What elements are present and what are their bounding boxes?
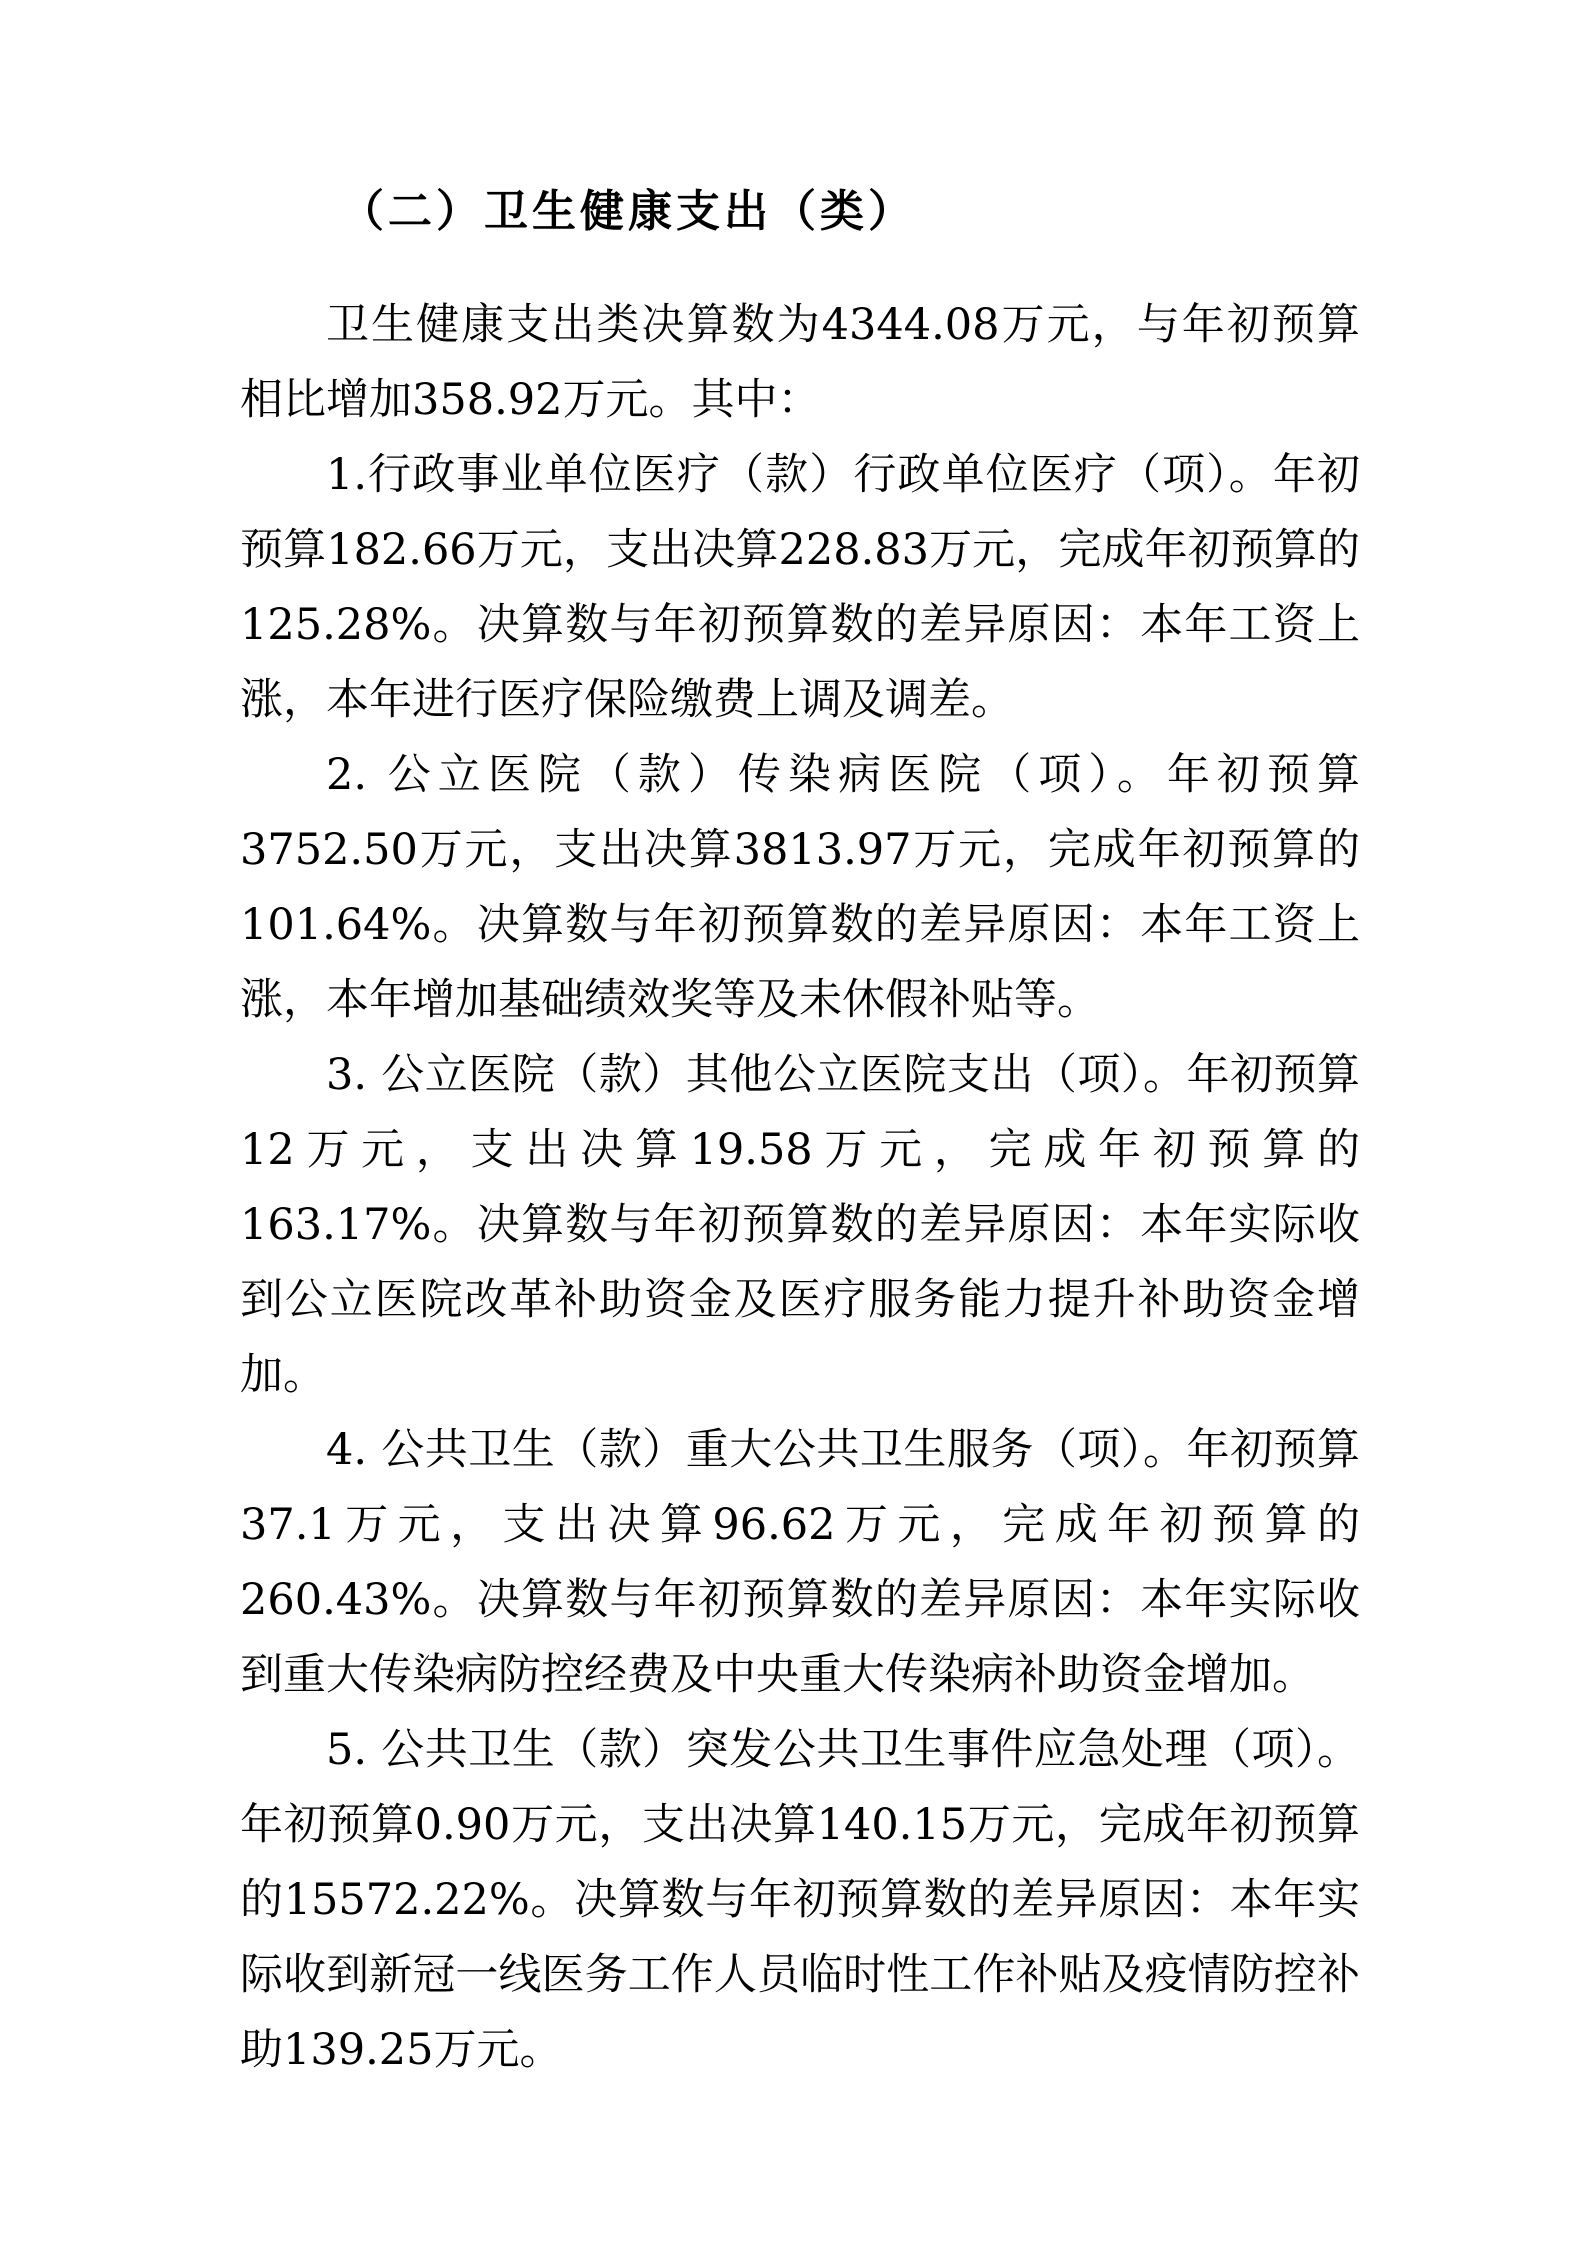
- paragraph-item-1: 1.行政事业单位医疗（款）行政单位医疗（项）。年初预算182.66万元，支出决算228.83万元，完成年初预算的125.28%。决算数与年初预算数的差异原因：本年工资上涨，本年进行医疗保险缴费上调及调差。: [240, 450, 1360, 725]
- paragraph-item-5: 5. 公共卫生（款）突发公共卫生事件应急处理（项）。年初预算0.90万元，支出决算140.15万元，完成年初预算的15572.22%。决算数与年初预算数的差异原因：本年实际收到新冠一线医务工作人员临时性工作补贴及疫情防控补助139.25万元。: [240, 1725, 1360, 2075]
- body-text: [240, 288, 1360, 2088]
- paragraph-summary: 卫生健康支出类决算数为4344.08万元，与年初预算相比增加358.92万元。其中：: [240, 300, 1360, 425]
- paragraph-item-2: 2. 公立医院（款）传染病医院（项）。年初预算3752.50万元，支出决算3813.97万元，完成年初预算的101.64%。决算数与年初预算数的差异原因：本年工资上涨，本年增加基础绩效奖等及未休假补贴等。: [240, 750, 1360, 1025]
- section-heading: （二）卫生健康支出（类）: [340, 186, 916, 237]
- paragraph-item-4: 4. 公共卫生（款）重大公共卫生服务（项）。年初预算37.1万元，支出决算96.62万元，完成年初预算的260.43%。决算数与年初预算数的差异原因：本年实际收到重大传染病防控经费及中央重大传染病补助资金增加。: [240, 1425, 1360, 1700]
- paragraph-item-3: 3. 公立医院（款）其他公立医院支出（项）。年初预算12万元，支出决算19.58万元，完成年初预算的163.17%。决算数与年初预算数的差异原因：本年实际收到公立医院改革补助资金及医疗服务能力提升补助资金增加。: [240, 1050, 1360, 1400]
